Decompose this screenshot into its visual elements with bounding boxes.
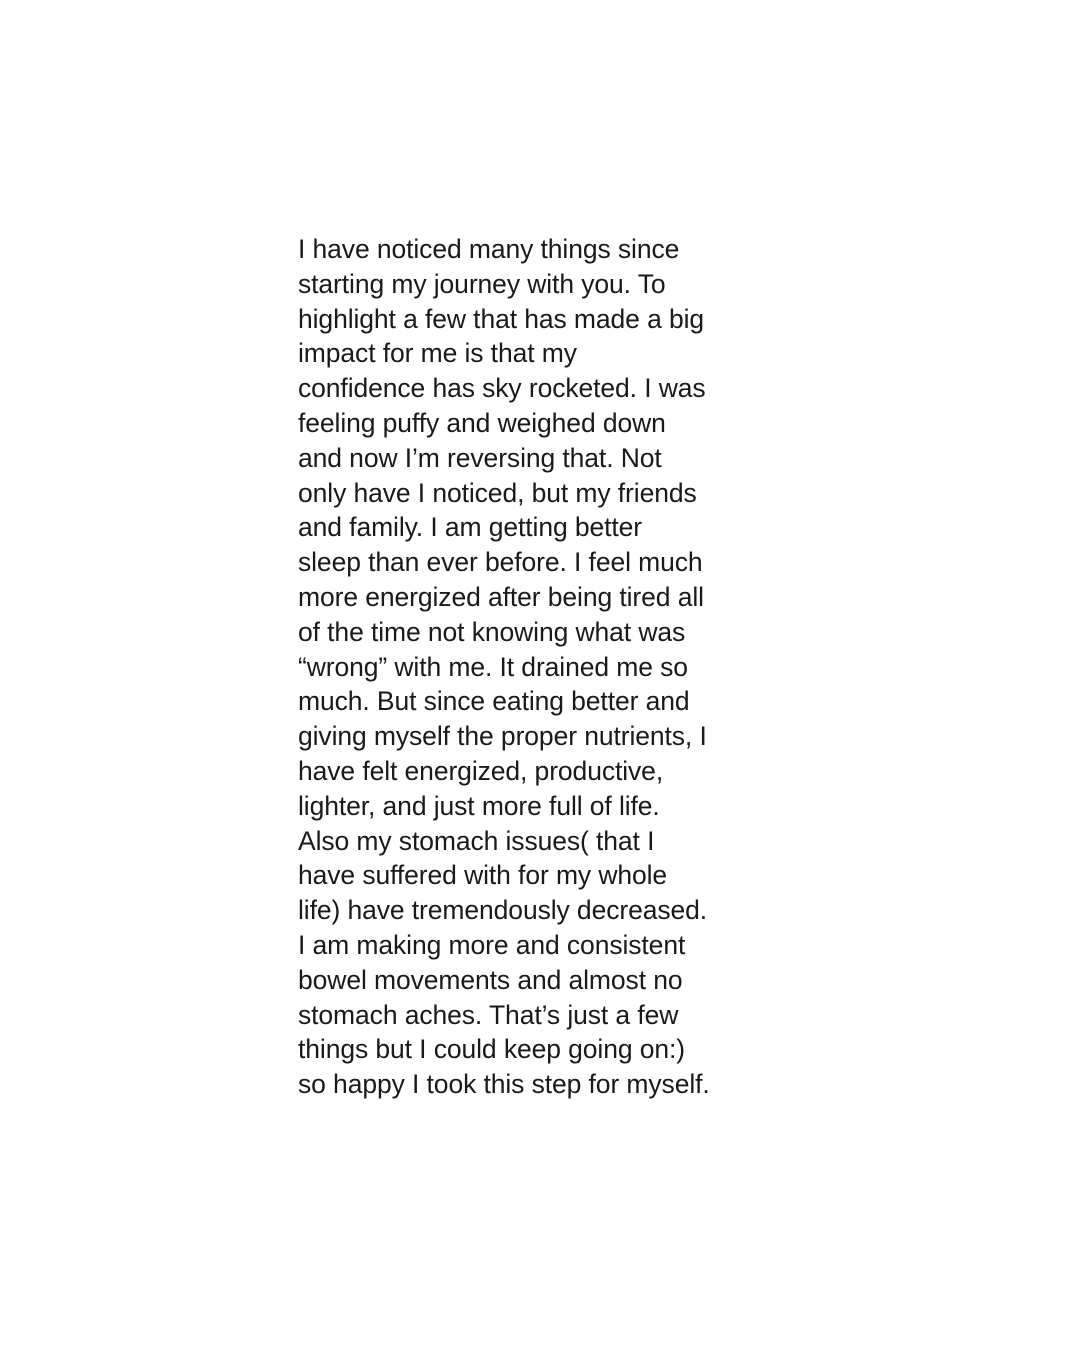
text-line: Also my stomach issues( that I <box>298 825 655 856</box>
text-line: have suffered with for my whole <box>298 860 668 891</box>
text-line: feeling puffy and weighed down <box>298 407 666 438</box>
text-line: lighter, and just more full of life. <box>298 790 660 821</box>
text-line: I have noticed many things since <box>298 234 680 264</box>
text-line: so happy I took this step for myself. <box>298 1069 710 1100</box>
text-line: stomach aches. That’s just a few <box>298 999 679 1030</box>
text-line: more energized after being tired all <box>298 581 704 612</box>
text-line: impact for me is that my <box>298 338 577 369</box>
text-line: and now I’m reversing that. Not <box>298 442 662 473</box>
text-line: things but I could keep going on:) <box>298 1034 686 1065</box>
text-line: giving myself the proper nutrients, I <box>298 721 707 752</box>
testimonial-text <box>298 232 720 1102</box>
text-line: have felt energized, productive, <box>298 755 664 786</box>
text-line: and family. I am getting better <box>298 512 643 543</box>
text-line: of the time not knowing what was <box>298 616 686 647</box>
text-line: sleep than ever before. I feel much <box>298 547 703 578</box>
text-line: life) have tremendously decreased. <box>298 895 708 926</box>
text-line: much. But since eating better and <box>298 686 690 717</box>
text-line: bowel movements and almost no <box>298 964 683 995</box>
text-line: confidence has sky rocketed. I was <box>298 373 706 404</box>
text-line: highlight a few that has made a big <box>298 303 705 334</box>
text-line: “wrong” with me. It drained me so <box>298 651 688 682</box>
text-line: starting my journey with you. To <box>298 268 666 299</box>
text-line: only have I noticed, but my friends <box>298 477 697 508</box>
text-line: I am making more and consistent <box>298 929 686 960</box>
